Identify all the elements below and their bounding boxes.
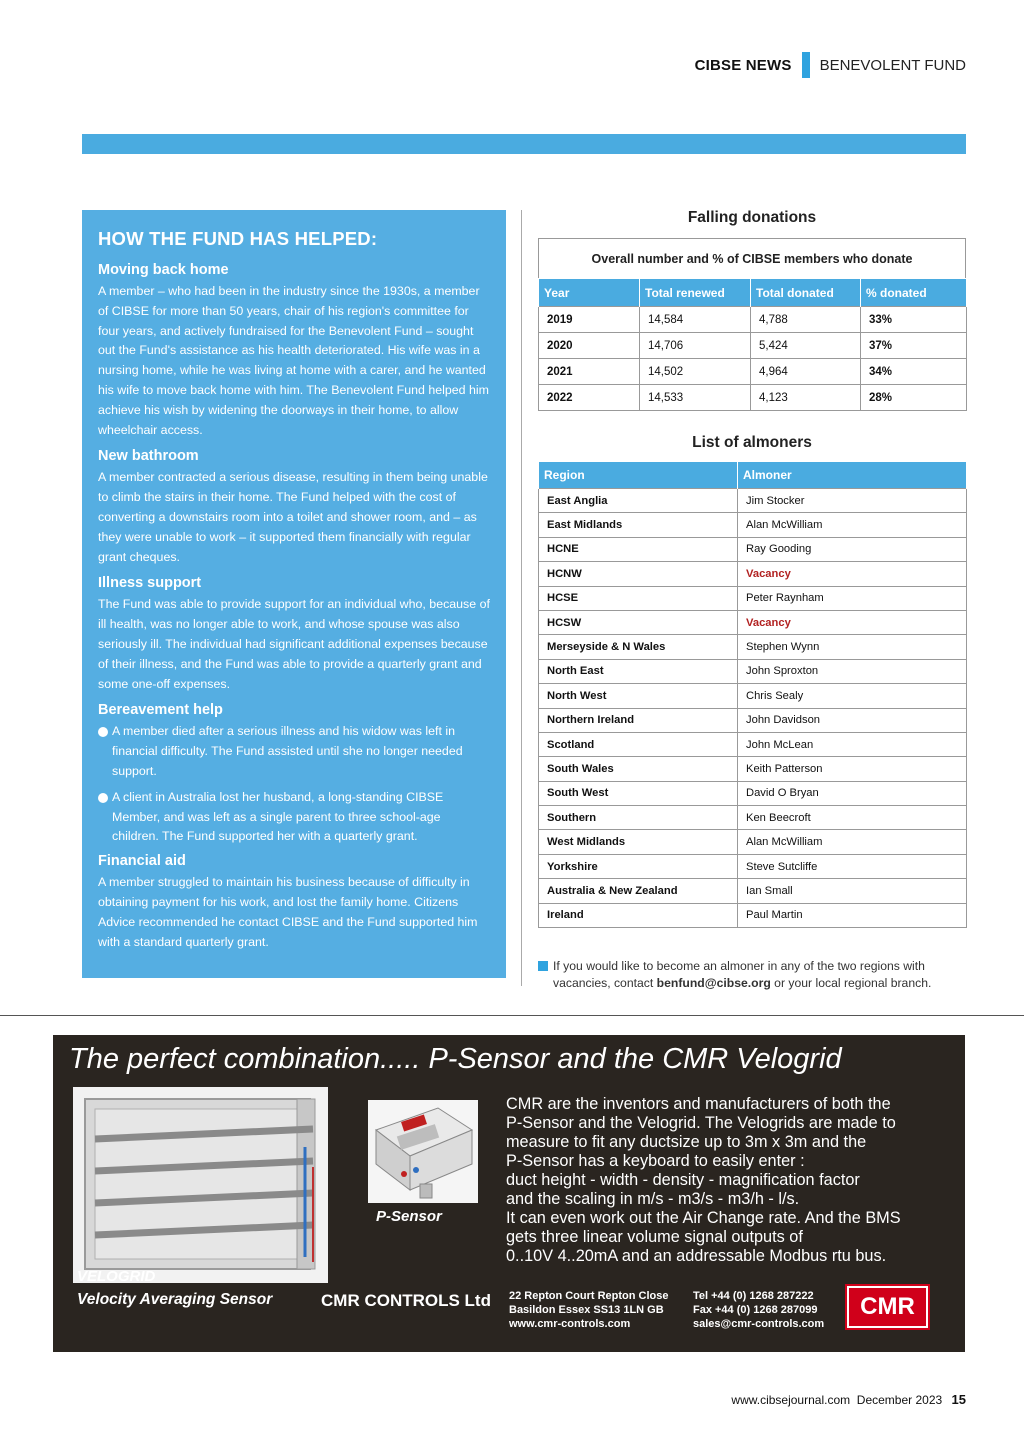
table-row <box>539 708 967 732</box>
almoner-cell: Steve Sutcliffe <box>738 854 967 878</box>
region-cell: Merseyside & N Wales <box>539 635 738 659</box>
almoner-cell: Ian Small <box>738 879 967 903</box>
table-row <box>539 732 967 756</box>
ad-body-text <box>506 1095 956 1266</box>
section-paragraph: A member contracted a serious disease, resulting in them being unable to climb the stairs in their home. The Fund helped with the cost of converting a downstairs room into a toilet and shower room, and – as they were unable to work – it supported them financially with regular grant cheques. <box>98 470 488 564</box>
box-title: HOW THE FUND HAS HELPED: <box>98 228 378 249</box>
topic-label: BENEVOLENT FUND <box>819 56 966 74</box>
section-heading: Bereavement help <box>98 702 223 719</box>
region-cell: North East <box>539 659 738 683</box>
region-cell: HCNE <box>539 537 738 561</box>
p-sensor-product-image <box>368 1100 478 1203</box>
region-cell: West Midlands <box>539 830 738 854</box>
table-row <box>539 635 967 659</box>
ad-separator <box>0 1015 1024 1016</box>
cmr-advert <box>53 1035 965 1352</box>
section-paragraph: The Fund was able to provide support for an individual who, because of ill health, was no longer able to work, and whose spouse was also seriously ill. The individual had significant additional expenses because of their illness, and the Fund was able to provide a quarterly grant and some one-off expenses. <box>98 597 490 691</box>
region-cell: HCSE <box>539 586 738 610</box>
region-cell: South Wales <box>539 757 738 781</box>
section-paragraph: A member struggled to maintain his business because of difficulty in obtaining payment for his work, and lost the family home. Citizens Advice recommended he contact CIBSE and the Fund supported him with a standard quarterly grant. <box>98 875 478 949</box>
footer-date: December 2023 <box>856 1393 943 1407</box>
fund-sections <box>98 262 490 952</box>
almoner-cell: Vacancy <box>738 610 967 634</box>
section-paragraph: A member – who had been in the industry since the 1930s, a member of CIBSE for more than 50 years, chair of his region's committee for four years, and actively fundraised for the Benevolent Fund – sought out the Fund's assistance as his health deteriorated. His wife was in a nursing home, while he was living at home with a carer, and he wanted his wife to move back home with him. The Benevolent Fund helped him achieve his wish by widening the doorways in their home, to allow wheelchair access. <box>98 284 489 437</box>
note-square-icon <box>538 961 548 971</box>
ad-body-line: 0..10V 4..20mA and an addressable Modbus rtu bus. <box>506 1247 887 1265</box>
table-row <box>539 307 967 333</box>
header-divider <box>802 52 810 78</box>
bullet-item: A member died after a serious illness and his widow was left in financial difficulty. The Fund assisted until she no longer needed support. <box>98 722 490 781</box>
almoner-cell: Keith Patterson <box>738 757 967 781</box>
table-cell: 14,706 <box>640 333 751 359</box>
top-accent-band <box>82 134 966 154</box>
table-cell: 4,123 <box>751 385 861 411</box>
region-cell: Scotland <box>539 732 738 756</box>
table-row <box>539 757 967 781</box>
table-cell: 5,424 <box>751 333 861 359</box>
almoner-cell: John McLean <box>738 732 967 756</box>
column-divider <box>521 210 522 986</box>
company-email-link[interactable]: sales@cmr-controls.com <box>693 1318 825 1330</box>
ad-body-line: and the scaling in m/s - m3/s - m3/h - l/s. <box>506 1190 800 1208</box>
table-cell: 33% <box>861 307 967 333</box>
almoners-header-cell: Region <box>539 462 738 489</box>
table-row <box>539 537 967 561</box>
table-cell: 14,502 <box>640 359 751 385</box>
region-cell: HCNW <box>539 562 738 586</box>
ad-body-line: measure to fit any ductsize up to 3m x 3m and the <box>506 1133 867 1151</box>
velogrid-caption: VELOGRID <box>77 1268 156 1285</box>
almoners-table <box>538 461 967 928</box>
page-header <box>695 52 966 78</box>
table-cell: 4,964 <box>751 359 861 385</box>
table-row <box>539 830 967 854</box>
ad-body-line: It can even work out the Air Change rate. And the BMS <box>506 1209 901 1227</box>
region-cell: Australia & New Zealand <box>539 879 738 903</box>
ad-body-line: P-Sensor has a keyboard to easily enter : <box>506 1152 805 1170</box>
almoner-cell: Ray Gooding <box>738 537 967 561</box>
table-cell: 2019 <box>539 307 640 333</box>
section-heading: Financial aid <box>98 853 186 870</box>
ad-title: The perfect combination..... P-Sensor and the CMR Velogrid <box>69 1043 842 1075</box>
table-row <box>539 586 967 610</box>
company-website-link[interactable]: www.cmr-controls.com <box>509 1318 631 1330</box>
table-cell: 2022 <box>539 385 640 411</box>
bullet-dot-icon <box>98 793 108 803</box>
region-cell: North West <box>539 684 738 708</box>
table-row <box>539 854 967 878</box>
almoners-header-cell: Almoner <box>738 462 967 489</box>
table-row <box>539 333 967 359</box>
velogrid-product-image <box>73 1087 328 1283</box>
table-row <box>539 513 967 537</box>
region-cell: Southern <box>539 806 738 830</box>
table-row <box>539 659 967 683</box>
donations-caption: Overall number and % of CIBSE members who donate <box>538 238 966 278</box>
almoner-cell: Vacancy <box>738 562 967 586</box>
section-heading: Moving back home <box>98 262 229 278</box>
almoner-cell: Ken Beecroft <box>738 806 967 830</box>
ad-body-line: P-Sensor and the Velogrid. The Velogrids are made to <box>506 1114 896 1132</box>
ad-body-line: duct height - width - density - magnification factor <box>506 1171 860 1189</box>
table-cell: 2021 <box>539 359 640 385</box>
table-row <box>539 489 967 513</box>
bullet-dot-icon <box>98 727 108 737</box>
table-row <box>539 903 967 927</box>
company-name: CMR CONTROLS Ltd <box>321 1291 491 1310</box>
bullet-item: A client in Australia lost her husband, a long-standing CIBSE Member, and was left as a single parent to three school-age children. The Fund supported her with a quarterly grant. <box>98 788 490 847</box>
almoner-note: If you would like to become an almoner in any of the two regions with vacancies, contact benfund@cibse.org or your local regional branch. <box>538 958 966 992</box>
donations-table <box>538 278 967 411</box>
donations-header-cell: Year <box>539 279 640 307</box>
region-cell: HCSW <box>539 610 738 634</box>
donations-title: Falling donations <box>687 209 817 226</box>
almoner-cell: Jim Stocker <box>738 489 967 513</box>
table-cell: 34% <box>861 359 967 385</box>
how-fund-helped-box <box>82 210 506 978</box>
almoner-cell: Alan McWilliam <box>738 513 967 537</box>
almoner-cell: Stephen Wynn <box>738 635 967 659</box>
table-row <box>539 684 967 708</box>
table-cell: 37% <box>861 333 967 359</box>
almoner-cell: John Sproxton <box>738 659 967 683</box>
table-row <box>539 562 967 586</box>
page-number: 15 <box>951 1392 966 1407</box>
section-label: CIBSE NEWS <box>694 56 792 74</box>
contact-email-link[interactable]: benfund@cibse.org <box>656 976 771 991</box>
table-row <box>539 385 967 411</box>
cmr-logo: CMR <box>845 1284 930 1330</box>
table-cell: 4,788 <box>751 307 861 333</box>
almoners-title: List of almoners <box>692 434 812 451</box>
company-address: 22 Repton Court Repton Close Basildon Essex SS13 1LN GB www.cmr-controls.com <box>509 1290 669 1330</box>
table-row <box>539 806 967 830</box>
table-cell: 14,584 <box>640 307 751 333</box>
table-cell: 28% <box>861 385 967 411</box>
almoner-cell: Peter Raynham <box>738 586 967 610</box>
region-cell: South West <box>539 781 738 805</box>
table-row <box>539 879 967 903</box>
section-heading: New bathroom <box>98 448 199 465</box>
region-cell: Yorkshire <box>539 854 738 878</box>
donations-header-cell: Total renewed <box>640 279 751 307</box>
section-heading: Illness support <box>98 575 202 592</box>
table-row <box>539 781 967 805</box>
region-cell: East Anglia <box>539 489 738 513</box>
p-sensor-caption: P-Sensor <box>376 1208 442 1225</box>
table-row <box>539 359 967 385</box>
region-cell: East Midlands <box>539 513 738 537</box>
ad-body-line: CMR are the inventors and manufacturers of both the <box>506 1095 891 1113</box>
donations-header-cell: Total donated <box>751 279 861 307</box>
ad-body-line: gets three linear volume signal outputs of <box>506 1228 803 1246</box>
table-cell: 14,533 <box>640 385 751 411</box>
donations-header-cell: % donated <box>861 279 967 307</box>
right-column <box>538 206 966 992</box>
velogrid-subcaption: Velocity Averaging Sensor <box>77 1291 273 1308</box>
region-cell: Ireland <box>539 903 738 927</box>
table-cell: 2020 <box>539 333 640 359</box>
company-contact: Tel +44 (0) 1268 287222 Fax +44 (0) 1268 287099 sales@cmr-controls.com <box>693 1290 825 1330</box>
region-cell: Northern Ireland <box>539 708 738 732</box>
almoner-cell: Paul Martin <box>738 903 967 927</box>
table-row <box>539 610 967 634</box>
almoner-cell: Chris Sealy <box>738 684 967 708</box>
almoner-cell: John Davidson <box>738 708 967 732</box>
almoner-cell: David O Bryan <box>738 781 967 805</box>
almoner-cell: Alan McWilliam <box>738 830 967 854</box>
page-footer <box>731 1392 966 1407</box>
footer-site: www.cibsejournal.com <box>731 1393 851 1407</box>
